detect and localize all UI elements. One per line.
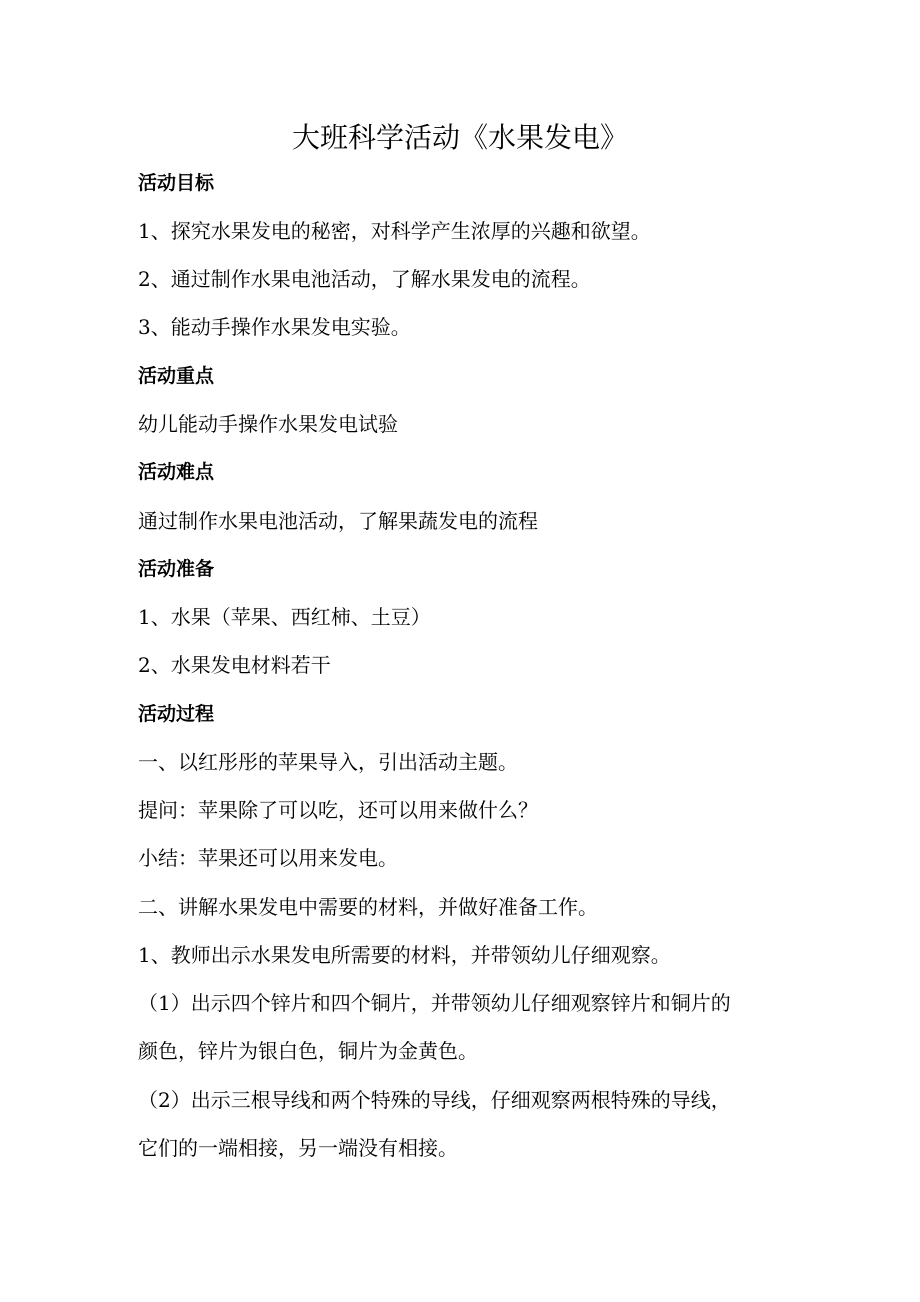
preparation-item-2: 2、水果发电材料若干	[138, 653, 331, 677]
difficulties-text: 通过制作水果电池活动，了解果蔬发电的流程	[138, 509, 538, 533]
process-line-4: 二、讲解水果发电中需要的材料，并做好准备工作。	[138, 895, 598, 919]
section-heading-preparation: 活动准备	[138, 558, 215, 580]
section-heading-key-points: 活动重点	[138, 365, 215, 387]
section-heading-goals: 活动目标	[138, 172, 215, 194]
process-line-8: （2）出示三根导线和两个特殊的导线，仔细观察两根特殊的导线，	[138, 1088, 731, 1112]
section-heading-process: 活动过程	[138, 703, 215, 725]
process-line-7: 颜色，锌片为银白色，铜片为金黄色。	[138, 1039, 478, 1063]
goal-item-2: 2、通过制作水果电池活动，了解水果发电的流程。	[138, 267, 591, 291]
process-line-1: 一、以红彤彤的苹果导入，引出活动主题。	[138, 750, 518, 774]
section-heading-difficulties: 活动难点	[138, 461, 215, 483]
key-points-text: 幼儿能动手操作水果发电试验	[138, 412, 398, 436]
preparation-item-1: 1、水果（苹果、西红柿、土豆）	[138, 605, 431, 629]
process-line-9: 它们的一端相接，另一端没有相接。	[138, 1136, 458, 1160]
goal-item-1: 1、探究水果发电的秘密，对科学产生浓厚的兴趣和欲望。	[138, 219, 651, 243]
process-line-2: 提问：苹果除了可以吃，还可以用来做什么？	[138, 798, 538, 822]
goal-item-3: 3、能动手操作水果发电实验。	[138, 315, 411, 339]
process-line-5: 1、教师出示水果发电所需要的材料，并带领幼儿仔细观察。	[138, 943, 671, 967]
process-line-3: 小结：苹果还可以用来发电。	[138, 846, 398, 870]
document-title: 大班科学活动《水果发电》	[291, 121, 628, 154]
process-line-6: （1）出示四个锌片和四个铜片，并带领幼儿仔细观察锌片和铜片的	[138, 991, 731, 1015]
